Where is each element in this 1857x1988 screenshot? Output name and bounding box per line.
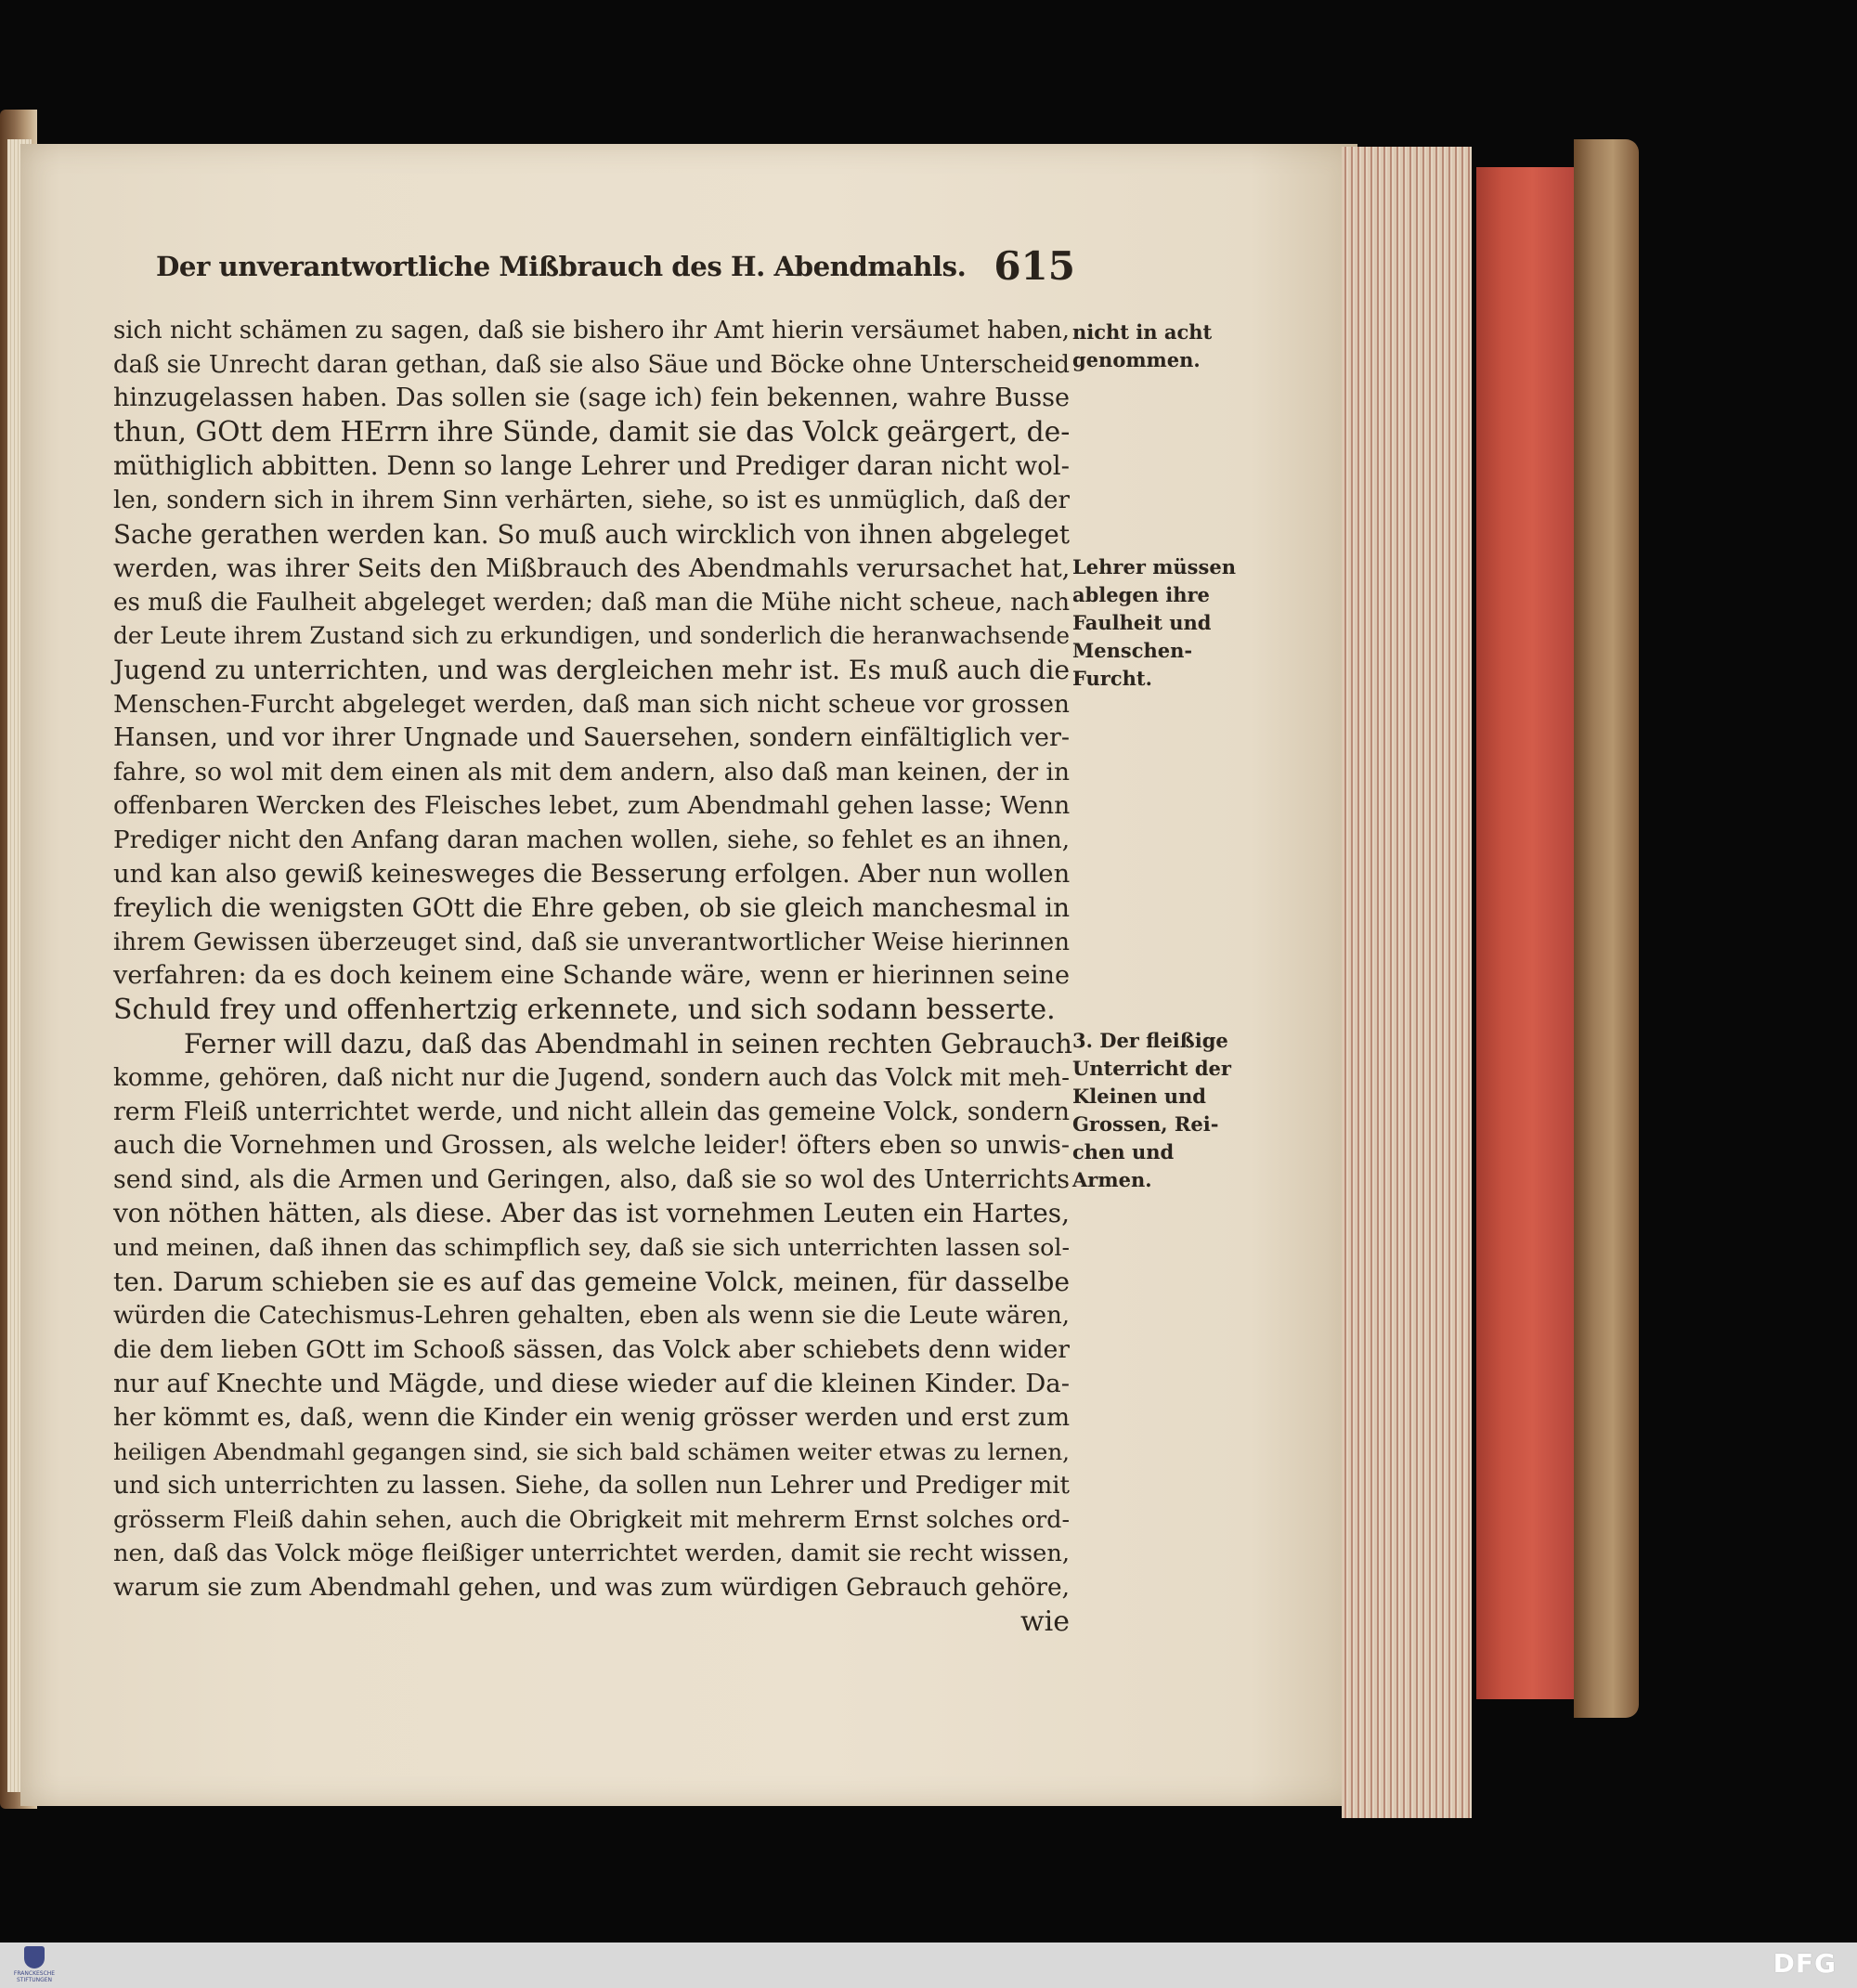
margin-note-line: Unterricht der xyxy=(1072,1057,1231,1080)
margin-note-line: 3. Der fleißige xyxy=(1072,1029,1228,1052)
page-number: 615 xyxy=(993,243,1075,289)
catchword: wie xyxy=(1019,1605,1070,1638)
page-header xyxy=(156,243,1084,292)
dfg-logo: DFG xyxy=(1773,1948,1837,1979)
text-line: warum sie zum Abendmahl gehen, und was zum würdigen Gebrauch gehöre, xyxy=(113,1573,1070,1602)
text-line: Prediger nicht den Anfang daran machen wollen, siehe, so fehlet es an ihnen, xyxy=(113,825,1070,854)
text-line: len, sondern sich in ihrem Sinn verhärten, siehe, so ist es unmüglich, daß der xyxy=(113,486,1070,514)
margin-note-1 xyxy=(1072,318,1221,374)
text-line: freylich die wenigsten GOtt die Ehre geben, ob sie gleich manchesmal in xyxy=(113,892,1070,924)
viewer-footer-bar xyxy=(0,1943,1857,1988)
text-line: nur auf Knechte und Mägde, und diese wieder auf die kleinen Kinder. Da- xyxy=(113,1369,1070,1399)
text-line: nen, daß das Volck möge fleißiger unterrichtet werden, damit sie recht wissen, xyxy=(113,1540,1070,1568)
margin-note-line: chen und xyxy=(1072,1140,1175,1163)
text-line: Ferner will dazu, daß das Abendmahl in seinen rechten Gebrauch xyxy=(184,1028,1072,1060)
text-line: ten. Darum schieben sie es auf das gemeine Volck, meinen, für dasselbe xyxy=(113,1266,1070,1297)
text-line: sich nicht schämen zu sagen, daß sie bishero ihr Amt hierin versäumet haben, xyxy=(113,317,1070,344)
margin-note-line: Armen. xyxy=(1072,1168,1152,1191)
text-line: der Leute ihrem Zustand sich zu erkundigen, und sonderlich die heranwachsende xyxy=(113,622,1070,650)
text-line: es muß die Faulheit abgeleget werden; daß man die Mühe nicht scheue, nach xyxy=(113,588,1070,617)
franckesche-stiftungen-logo xyxy=(13,1946,56,1983)
text-line: heiligen Abendmahl gegangen sind, sie sich bald schämen weiter etwas zu lernen, xyxy=(113,1437,1070,1465)
margin-note-2 xyxy=(1072,553,1236,693)
text-line: auch die Vornehmen und Grossen, als welche leider! öfters eben so unwis- xyxy=(113,1131,1071,1161)
text-line: thun, GOtt dem HErrn ihre Sünde, damit sie das Volck geärgert, de- xyxy=(113,415,1071,448)
text-line: rerm Fleiß unterrichtet werde, und nicht allein das gemeine Volck, sondern xyxy=(113,1097,1070,1126)
text-line: würden die Catechismus-Lehren gehalten, eben als wenn sie die Leute wären, xyxy=(113,1302,1070,1331)
text-line: und kan also gewiß keinesweges die Besserung erfolgen. Aber nun wollen xyxy=(113,859,1071,889)
text-line: Hansen, und vor ihrer Ungnade und Sauersehen, sondern einfältiglich ver- xyxy=(113,723,1070,753)
margin-note-line: Faulheit und xyxy=(1072,611,1212,634)
margin-note-line: Furcht. xyxy=(1072,667,1152,690)
text-line: werden, was ihrer Seits den Mißbrauch des Abendmahls verursachet hat, xyxy=(113,553,1071,584)
running-title: Der unverantwortliche Mißbrauch des H. Abendmahls. xyxy=(156,251,967,282)
text-line: offenbaren Wercken des Fleisches lebet, zum Abendmahl gehen lasse; Wenn xyxy=(113,791,1071,821)
body-text xyxy=(113,314,1070,1639)
text-line: die dem lieben GOtt im Schooß sässen, das Volck aber schiebets denn wider xyxy=(113,1334,1070,1364)
institution-logo-icon xyxy=(24,1946,45,1969)
text-line: send sind, als die Armen und Geringen, also, daß sie so wol des Unterrichts xyxy=(113,1164,1070,1194)
margin-note-line: ablegen ihre xyxy=(1072,583,1210,606)
text-line: Schuld frey und offenhertzig erkennete, und sich sodann besserte. xyxy=(113,993,1056,1026)
page-fore-edge xyxy=(1342,147,1472,1818)
margin-note-line: Menschen- xyxy=(1072,639,1193,662)
margin-note-line: Lehrer müssen xyxy=(1072,555,1236,578)
margin-note-3 xyxy=(1072,1027,1231,1194)
margin-note-line: Grossen, Rei- xyxy=(1072,1112,1219,1136)
logo-text: FRANCKESCHE STIFTUNGEN xyxy=(13,1970,56,1983)
text-line: Menschen-Furcht abgeleget werden, daß man sich nicht scheue vor grossen xyxy=(113,689,1070,719)
red-page-edge xyxy=(1476,167,1578,1699)
text-line: hinzugelassen haben. Das sollen sie (sage ich) fein bekennen, wahre Busse xyxy=(113,383,1070,413)
back-book-cover xyxy=(1574,139,1639,1718)
margin-note-line: Kleinen und xyxy=(1072,1085,1206,1108)
text-line: daß sie Unrecht daran gethan, daß sie also Säue und Böcke ohne Unterscheid xyxy=(113,350,1070,379)
text-line: und sich unterrichten zu lassen. Siehe, da sollen nun Lehrer und Prediger mit xyxy=(113,1472,1070,1501)
text-line: müthiglich abbitten. Denn so lange Lehrer und Prediger daran nicht wol- xyxy=(113,450,1070,482)
text-line: fahre, so wol mit dem einen als mit dem andern, also daß man keinen, der in xyxy=(113,757,1070,786)
text-line: Sache gerathen werden kan. So muß auch wircklich von ihnen abgeleget xyxy=(113,518,1070,550)
text-line: komme, gehören, daß nicht nur die Jugend, sondern auch das Volck mit meh- xyxy=(113,1064,1070,1093)
text-line: ihrem Gewissen überzeuget sind, daß sie unverantwortlicher Weise hierinnen xyxy=(113,928,1070,956)
text-line: grösserm Fleiß dahin sehen, auch die Obrigkeit mit mehrerm Ernst solches ord- xyxy=(113,1505,1070,1533)
text-line: Jugend zu unterrichten, und was dergleichen mehr ist. Es muß auch die xyxy=(113,654,1070,685)
text-line: her kömmt es, daß, wenn die Kinder ein wenig grösser werden und erst zum xyxy=(113,1403,1070,1432)
margin-note-line: genommen. xyxy=(1072,348,1201,371)
text-line: und meinen, daß ihnen das schimpflich sey, daß sie sich unterrichten lassen sol- xyxy=(113,1234,1070,1262)
text-line: von nöthen hätten, als diese. Aber das ist vornehmen Leuten ein Hartes, xyxy=(113,1198,1070,1229)
text-line: verfahren: da es doch keinem eine Schande wäre, wenn er hierinnen seine xyxy=(113,961,1071,991)
margin-note-line: nicht in acht xyxy=(1072,320,1213,344)
